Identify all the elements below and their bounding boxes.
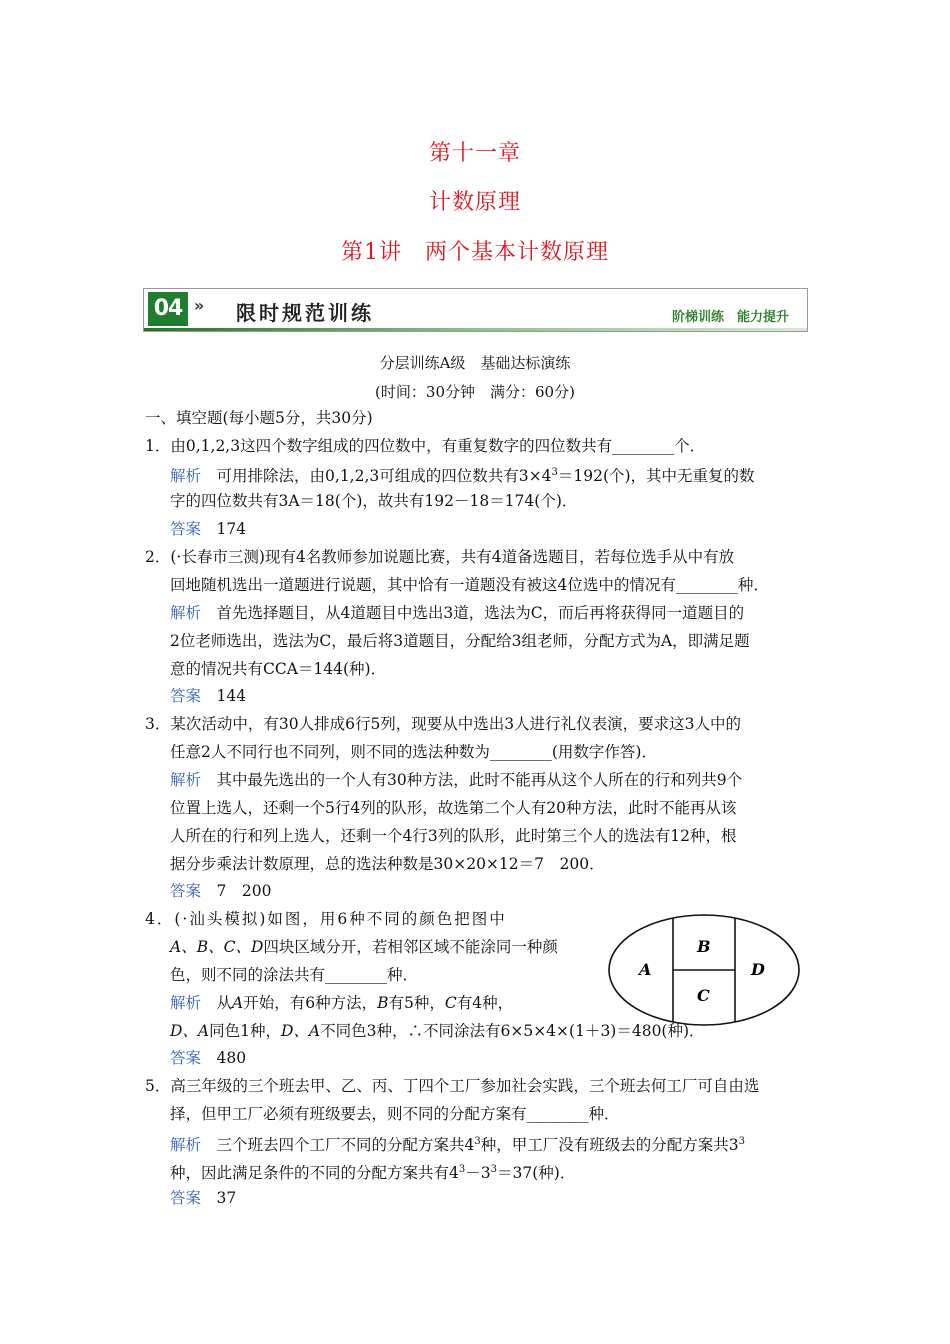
q3-analysis-line4: 据分步乘法计数原理，总的选法种数是30×20×12＝7 200． xyxy=(170,855,605,873)
q5-stem-line2: 择，但甲工厂必须有班级要去，则不同的分配方案有________种． xyxy=(170,1105,620,1123)
variable: D、A xyxy=(170,1022,210,1040)
answer-value: 144 xyxy=(216,687,247,705)
banner-underline xyxy=(144,328,807,331)
q1-answer xyxy=(170,519,246,539)
answer-value: 174 xyxy=(216,520,247,538)
banner-number: 04 xyxy=(148,292,188,326)
answer-label: 答案 xyxy=(170,882,202,900)
answer-value: 480 xyxy=(216,1049,247,1067)
q1-stem: 1．由0,1,2,3这四个数字组成的四位数中，有重复数字的四位数共有________个． xyxy=(145,437,706,455)
q4-stem-line3: 色，则不同的涂法共有________种． xyxy=(170,966,419,984)
region-label-a: A xyxy=(639,960,652,979)
banner-label: 限时规范训练 xyxy=(236,301,374,325)
q2-stem-line1: 2．(·长春市三测)现有4名教师参加说题比赛，共有4道备选题目，若每位选手从中有放 xyxy=(145,548,735,566)
superscript: 3 xyxy=(551,467,558,478)
analysis-label: 解析 xyxy=(170,1136,202,1154)
region-label-d: D xyxy=(751,960,765,979)
q2-analysis-line1 xyxy=(170,603,744,623)
text-run: ＝37(种)． xyxy=(497,1164,576,1182)
q3-analysis-line1 xyxy=(170,770,742,790)
answer-label: 答案 xyxy=(170,1049,202,1067)
time-note: (时间：30分钟 满分：60分) xyxy=(375,383,575,401)
q4-answer xyxy=(170,1048,246,1068)
q1-analysis-line2: 字的四位数共有3A＝18(个)，故共有192－18＝174(个)． xyxy=(170,492,578,510)
text-run: －3 xyxy=(465,1164,491,1182)
variable: C xyxy=(444,994,457,1012)
q5-stem-line1: 5．高三年级的三个班去甲、乙、丙、丁四个工厂参加社会实践，三个班去何工厂可自由选 xyxy=(145,1077,760,1095)
text-run: 有5种， xyxy=(388,994,445,1012)
answer-label: 答案 xyxy=(170,1189,202,1207)
text-run: 开始，有6种方法， xyxy=(243,994,378,1012)
text-run: 四块区域分开，若相邻区域不能涂同一种颜 xyxy=(263,938,558,956)
q4-analysis-line1 xyxy=(170,993,513,1013)
q1-analysis-line1 xyxy=(170,463,755,486)
superscript: 3 xyxy=(474,1136,481,1147)
answer-value: 37 xyxy=(216,1189,237,1207)
q2-stem-line2: 回地随机选出一道题进行说题，其中恰有一道题没有被这4位选中的情况有________种． xyxy=(170,576,769,594)
section-heading: 一、填空题(每小题5分，共30分) xyxy=(145,409,373,427)
text-run: 可用排除法，由0,1,2,3可组成的四位数共有3×4 xyxy=(216,467,552,485)
region-label-b: B xyxy=(697,937,711,956)
analysis-label: 解析 xyxy=(170,994,202,1012)
q3-stem-line2: 任意2人不同行也不同列，则不同的选法种数为________(用数字作答)． xyxy=(170,743,657,761)
text-run: ＝192(个)，其中无重复的数 xyxy=(557,467,755,485)
q5-analysis-line1 xyxy=(170,1132,745,1155)
banner-slogan: 阶梯训练 能力提升 xyxy=(671,310,789,325)
text-run: 同色1种， xyxy=(209,1022,281,1040)
part-title: 计数原理 xyxy=(428,190,521,215)
analysis-label: 解析 xyxy=(170,604,202,622)
answer-label: 答案 xyxy=(170,687,202,705)
variable: D、A xyxy=(281,1022,321,1040)
q2-analysis-line3: 意的情况共有CCA＝144(种)． xyxy=(170,660,387,678)
q3-analysis-line3: 人所在的行和列上选人，还剩一个4行3列的队形，此时第三个人的选法有12种，根 xyxy=(170,827,737,845)
analysis-label: 解析 xyxy=(170,771,202,789)
variable: A xyxy=(232,994,244,1012)
q4-stem-line2 xyxy=(170,937,558,957)
superscript: 3 xyxy=(458,1164,466,1175)
answer-label: 答案 xyxy=(170,520,202,538)
q5-answer xyxy=(170,1188,236,1208)
superscript: 3 xyxy=(490,1164,497,1175)
region-label-c: C xyxy=(697,986,710,1005)
lecture-title: 第1讲 两个基本计数原理 xyxy=(341,240,609,265)
q2-analysis-line2: 2位老师选出，选法为C，最后将3道题目，分配给3组老师，分配方式为A，即满足题 xyxy=(170,632,750,650)
variable: B xyxy=(377,994,389,1012)
text-run: 首先选择题目，从4道题目中选出3道，选法为C，而后再将获得同一道题目的 xyxy=(216,604,745,622)
region-names: A、B、C、D xyxy=(170,938,264,956)
q2-answer xyxy=(170,686,246,706)
q3-analysis-line2: 位置上选人，还剩一个5行4列的队形，故选第二个人有20种方法，此时不能再从该 xyxy=(170,799,737,817)
text-run: 不同色3种，∴不同涂法有6×5×4×(1＋3)＝480(种)． xyxy=(320,1022,705,1040)
text-run: 从 xyxy=(216,994,233,1012)
text-run: 有4种， xyxy=(456,994,514,1012)
q4-stem-line1: 4．(·汕头模拟)如图，用6种不同的颜色把图中 xyxy=(145,910,507,928)
section-banner xyxy=(143,288,808,332)
q3-stem-line1: 3．某次活动中，有30人排成6行5列，现要从中选出3人进行礼仪表演，要求这3人中的 xyxy=(145,715,742,733)
q3-answer xyxy=(170,881,271,901)
region-diagram xyxy=(606,912,802,1028)
double-chevron-icon: » xyxy=(194,296,205,315)
text-run: 种，因此满足条件的不同的分配方案共有4 xyxy=(170,1164,459,1182)
answer-value: 7 200 xyxy=(216,882,272,900)
superscript: 3 xyxy=(738,1136,746,1147)
chapter-title: 第十一章 xyxy=(428,141,521,166)
text-run: 种，甲工厂没有班级去的分配方案共3 xyxy=(480,1136,739,1154)
q5-analysis-line2 xyxy=(170,1160,575,1183)
analysis-label: 解析 xyxy=(170,467,202,485)
text-run: 三个班去四个工厂不同的分配方案共4 xyxy=(216,1136,475,1154)
text-run: 其中最先选出的一个人有30种方法，此时不能再从这个人所在的行和列共9个 xyxy=(216,771,743,789)
level-title: 分层训练A级 基础达标演练 xyxy=(379,354,571,372)
